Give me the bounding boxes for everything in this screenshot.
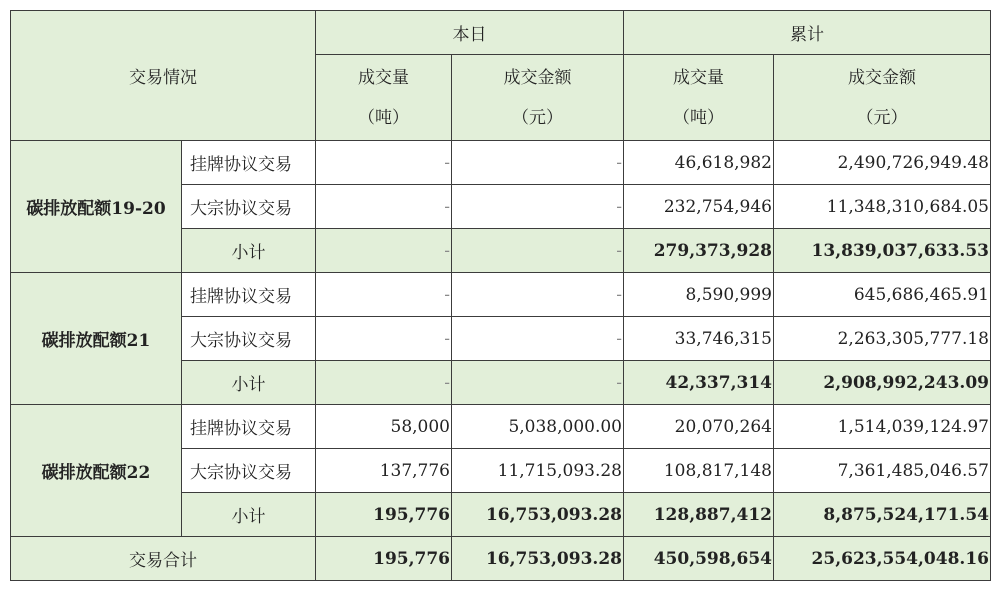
trade-type: 大宗协议交易 (190, 463, 292, 483)
total-label-cell (11, 537, 316, 581)
header-today-amount-label: 成交金额 (503, 67, 572, 88)
cum-amount-cell: 2,263,305,777.18 (774, 317, 991, 361)
trade-type: 挂牌协议交易 (190, 155, 292, 175)
cum-amount-cell: 2,490,726,949.48 (774, 141, 991, 185)
subtotal-today-amount: - (452, 361, 624, 405)
today-amount-cell: - (452, 273, 624, 317)
table-row (11, 141, 991, 185)
subtotal-cum-amount: 2,908,992,243.09 (774, 361, 991, 405)
subtotal-label: 小计 (231, 375, 266, 395)
total-today-volume: 195,776 (316, 537, 452, 581)
today-volume-cell: - (316, 273, 452, 317)
group-name-cell (11, 273, 182, 405)
trade-type-cell (182, 405, 316, 449)
group-name: 碳排放配额22 (41, 463, 151, 483)
subtotal-label-cell (182, 493, 316, 537)
table-row (11, 273, 991, 317)
header-cum-volume-unit: （吨） (673, 107, 724, 128)
subtotal-today-amount: - (452, 229, 624, 273)
today-volume-cell: - (316, 185, 452, 229)
cum-volume-cell: 46,618,982 (624, 141, 774, 185)
header-cum-amount-label: 成交金额 (848, 67, 916, 88)
cum-volume-cell: 108,817,148 (624, 449, 774, 493)
subtotal-cum-volume: 279,373,928 (624, 229, 774, 273)
trade-type: 大宗协议交易 (190, 199, 292, 219)
today-amount-cell: 11,715,093.28 (452, 449, 624, 493)
trade-type-cell (182, 449, 316, 493)
subtotal-label-cell (182, 361, 316, 405)
total-row (11, 537, 991, 581)
group-name-cell (11, 405, 182, 537)
trading-summary (10, 10, 991, 581)
header-cumulative (624, 11, 991, 55)
header-cum-volume (624, 55, 774, 141)
total-cum-amount: 25,623,554,048.16 (774, 537, 991, 581)
today-volume-cell: - (316, 317, 452, 361)
today-amount-cell: - (452, 141, 624, 185)
trade-type: 挂牌协议交易 (190, 287, 292, 307)
header-row-1 (11, 11, 991, 55)
table-row (11, 405, 991, 449)
header-trading (11, 11, 316, 141)
subtotal-cum-volume: 42,337,314 (624, 361, 774, 405)
header-cum-amount-unit: （元） (856, 107, 908, 128)
header-today-volume-label: 成交量 (358, 67, 409, 88)
cum-volume-cell: 8,590,999 (624, 273, 774, 317)
subtotal-today-volume: - (316, 361, 452, 405)
header-today (316, 11, 624, 55)
subtotal-cum-amount: 8,875,524,171.54 (774, 493, 991, 537)
trade-type-cell (182, 185, 316, 229)
cum-amount-cell: 1,514,039,124.97 (774, 405, 991, 449)
total-label: 交易合计 (129, 551, 197, 571)
cum-volume-cell: 33,746,315 (624, 317, 774, 361)
trade-type-cell (182, 317, 316, 361)
cum-amount-cell: 645,686,465.91 (774, 273, 991, 317)
today-amount-cell: 5,038,000.00 (452, 405, 624, 449)
trading-table (10, 10, 991, 581)
header-today-amount (452, 55, 624, 141)
group-name: 碳排放配额19-20 (26, 199, 166, 219)
total-cum-volume: 450,598,654 (624, 537, 774, 581)
today-amount-cell: - (452, 185, 624, 229)
header-cum-amount (774, 55, 991, 141)
header-cumulative-label: 累计 (790, 25, 824, 45)
group-name-cell (11, 141, 182, 273)
today-volume-cell: - (316, 141, 452, 185)
today-amount-cell: - (452, 317, 624, 361)
subtotal-label-cell (182, 229, 316, 273)
trade-type: 挂牌协议交易 (190, 419, 292, 439)
subtotal-label: 小计 (231, 243, 266, 263)
subtotal-cum-volume: 128,887,412 (624, 493, 774, 537)
trade-type-cell (182, 273, 316, 317)
header-today-volume (316, 55, 452, 141)
cum-volume-cell: 20,070,264 (624, 405, 774, 449)
cum-amount-cell: 11,348,310,684.05 (774, 185, 991, 229)
total-today-amount: 16,753,093.28 (452, 537, 624, 581)
today-volume-cell: 137,776 (316, 449, 452, 493)
subtotal-today-amount: 16,753,093.28 (452, 493, 624, 537)
subtotal-cum-amount: 13,839,037,633.53 (774, 229, 991, 273)
group-name: 碳排放配额21 (41, 331, 151, 351)
cum-amount-cell: 7,361,485,046.57 (774, 449, 991, 493)
subtotal-today-volume: - (316, 229, 452, 273)
header-trading-label: 交易情况 (129, 68, 197, 88)
cum-volume-cell: 232,754,946 (624, 185, 774, 229)
header-cum-volume-label: 成交量 (673, 67, 724, 88)
subtotal-today-volume: 195,776 (316, 493, 452, 537)
today-volume-cell: 58,000 (316, 405, 452, 449)
header-today-volume-unit: （吨） (358, 107, 409, 128)
subtotal-label: 小计 (231, 507, 266, 527)
trade-type: 大宗协议交易 (190, 331, 292, 351)
trade-type-cell (182, 141, 316, 185)
header-today-label: 本日 (452, 25, 487, 45)
header-today-amount-unit: （元） (512, 107, 563, 128)
